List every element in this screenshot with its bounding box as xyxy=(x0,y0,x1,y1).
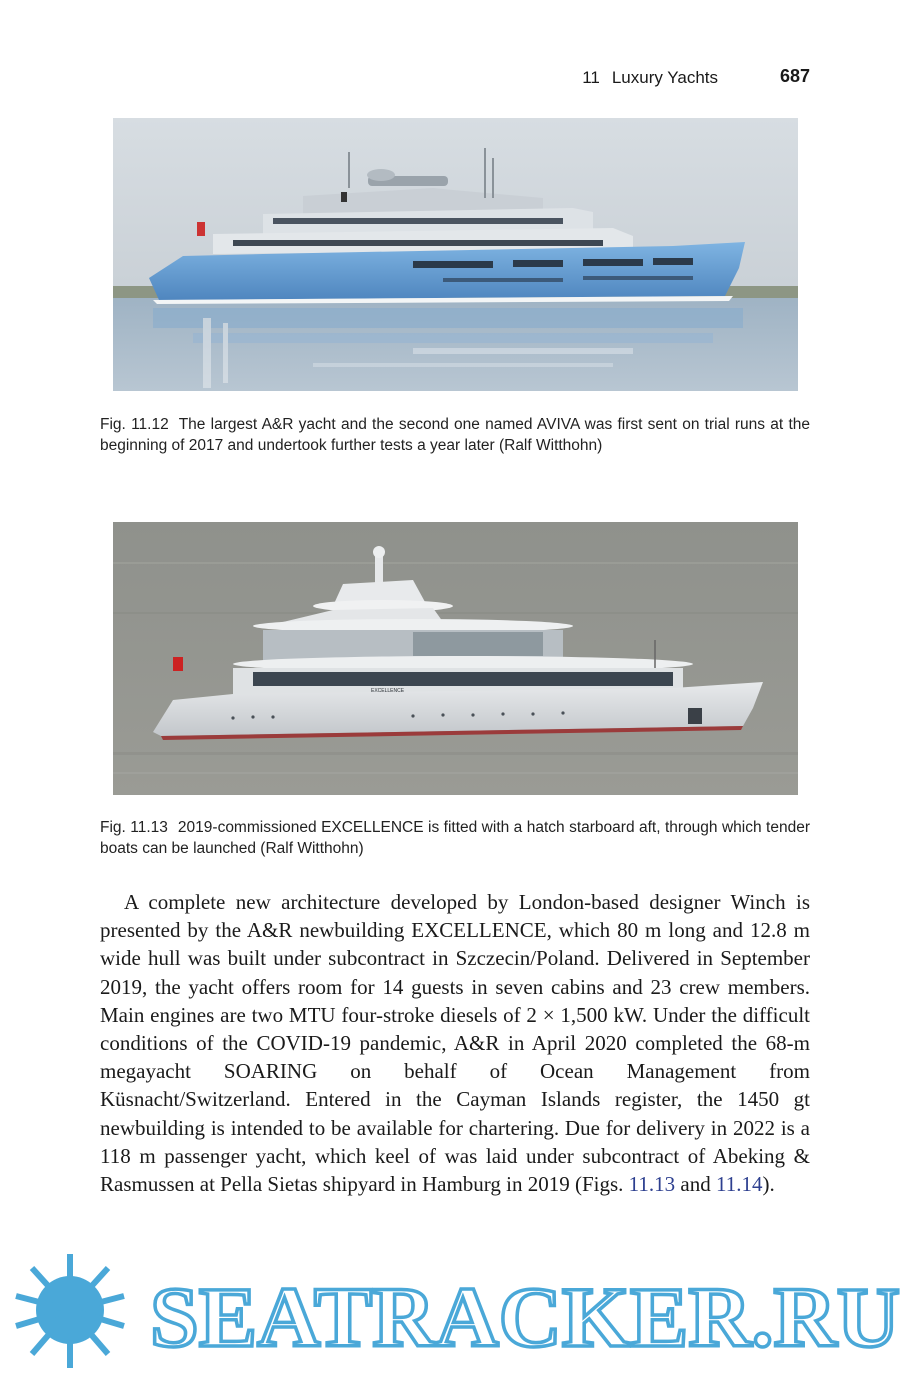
figure-caption-1 xyxy=(100,414,810,456)
figure-label-2: Fig. 11.13 xyxy=(100,819,168,836)
excellence-photo xyxy=(113,522,798,795)
aviva-photo xyxy=(113,118,798,391)
body-text-connector: and xyxy=(675,1172,716,1197)
watermark xyxy=(0,1248,916,1378)
figure-caption-text-1: The largest A&R yacht and the second one named AVIVA was first sent on trial runs at the beginning of 2017 and undertook further tests a year later (Ralf Witthohn) xyxy=(100,416,810,454)
figure-label-1: Fig. 11.12 xyxy=(100,416,169,433)
figure-caption-2 xyxy=(100,817,810,859)
body-paragraph xyxy=(100,888,810,1198)
chapter-title: Luxury Yachts xyxy=(611,68,718,87)
figure-aviva-photo xyxy=(113,118,798,391)
watermark-text: SEATRACKER.RU xyxy=(150,1269,901,1365)
figure-excellence-photo xyxy=(113,522,798,795)
body-text-end: ). xyxy=(762,1172,775,1197)
page-number: 687 xyxy=(779,66,810,86)
tender-hatch xyxy=(688,708,702,724)
body-text-main: A complete new architecture developed by London-based designer Winch is presented by the A&R newbuilding EXCELLENCE, which 80 m long and 12.8 m wide hull was built under subcontract in Szczecin/Poland. Delivered in September 2019, the yacht offers room for 14 guests in seven cabins and 23 crew members. Main engines are two MTU four-stroke diesels of 2 × 1,500 kW. Under the difficult conditions of the COVID-19 pandemic, A&R in April 2020 completed the 68-m megayacht SOARING on behalf of Ocean Management from Küsnacht/Switzerland. Entered in the Cayman Islands register, the 1450 gt newbuilding is intended to be available for chartering. Due for delivery in 2022 is a 118 m passenger yacht, which keel of was laid under subcontract of Abeking & Rasmussen at Pella Sietas shipyard in Hamburg in 2019 (Figs. xyxy=(100,890,810,1197)
sun-logo-icon xyxy=(16,1254,124,1368)
figure-reference-11-14[interactable]: 11.14 xyxy=(715,1172,763,1197)
chapter-number: 11 xyxy=(582,68,600,87)
chapter-heading xyxy=(582,68,718,88)
running-head xyxy=(100,66,810,90)
hull-lettering: EXCELLENCE xyxy=(371,688,405,694)
figure-reference-11-13[interactable]: 11.13 xyxy=(628,1172,676,1197)
figure-caption-text-2: 2019-commissioned EXCELLENCE is fitted with a hatch starboard aft, through which tender boats can be launched (Ralf Witthohn) xyxy=(100,819,810,857)
